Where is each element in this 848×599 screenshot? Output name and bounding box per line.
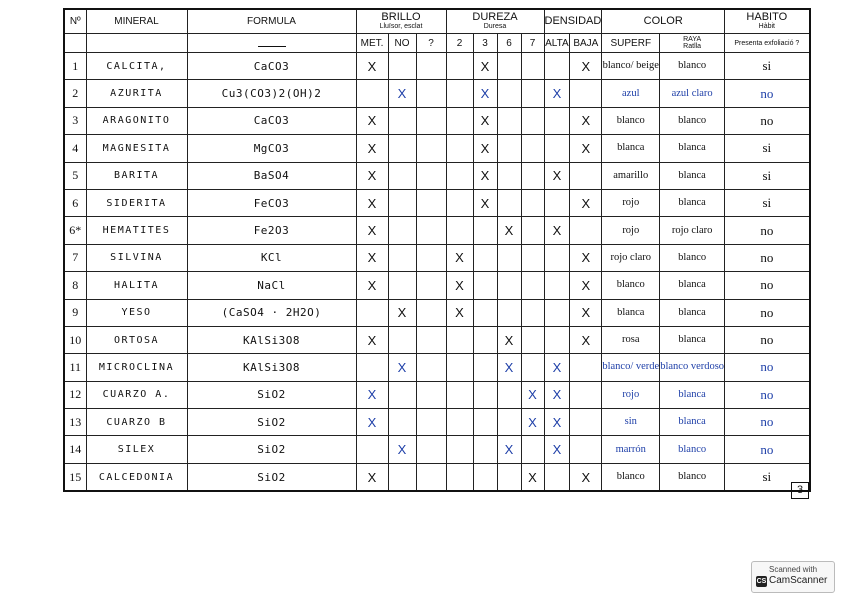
row-number-cell: 15 <box>64 463 86 491</box>
brillo-q-cell <box>416 244 446 271</box>
brillo-met-cell: X <box>356 463 388 491</box>
formula-cell: SiO2 <box>187 463 356 491</box>
scanner-brand: CamScanner <box>769 575 828 586</box>
densidad-baja-cell: X <box>570 463 602 491</box>
mineral-name-cell: ARAGONITO <box>86 107 187 134</box>
subheader-d7: 7 <box>521 34 544 53</box>
header-brillo-sub: Lluïsor, esclat <box>379 23 423 30</box>
brillo-no-cell <box>388 409 416 436</box>
brillo-no-cell <box>388 189 416 216</box>
page-number: 3 <box>791 482 809 499</box>
habito-cell: no <box>725 326 810 353</box>
mineral-name-cell: AZURITA <box>86 80 187 107</box>
mineral-name-cell: CUARZO A. <box>86 381 187 408</box>
header-dureza-sub: Duresa <box>483 23 507 30</box>
densidad-baja-cell <box>570 409 602 436</box>
densidad-baja-cell <box>570 80 602 107</box>
dureza-2-cell: X <box>446 272 473 299</box>
subheader-d2: 2 <box>446 34 473 53</box>
color-superf-cell: azul <box>602 80 660 107</box>
densidad-alta-cell: X <box>544 162 570 189</box>
subheader-presenta: Presenta exfoliació ? <box>725 34 810 53</box>
dureza-7-cell <box>521 80 544 107</box>
dureza-6-cell: X <box>497 326 521 353</box>
subheader-num-blank <box>64 34 86 53</box>
table-row <box>64 299 810 326</box>
brillo-no-cell: X <box>388 354 416 381</box>
brillo-q-cell <box>416 326 446 353</box>
subheader-d6: 6 <box>497 34 521 53</box>
brillo-no-cell: X <box>388 80 416 107</box>
row-number-cell: 7 <box>64 244 86 271</box>
table-row <box>64 217 810 244</box>
table-row <box>64 463 810 491</box>
formula-cell: Fe2O3 <box>187 217 356 244</box>
color-raya-cell: blanca <box>660 272 725 299</box>
dureza-7-cell <box>521 326 544 353</box>
subheader-baja: BAJA <box>570 34 602 53</box>
brillo-no-cell <box>388 381 416 408</box>
header-row-top <box>64 9 810 34</box>
formula-cell: CaCO3 <box>187 107 356 134</box>
brillo-q-cell <box>416 107 446 134</box>
habito-cell: si <box>725 162 810 189</box>
densidad-baja-cell: X <box>570 244 602 271</box>
dureza-7-cell <box>521 135 544 162</box>
formula-cell: SiO2 <box>187 409 356 436</box>
dureza-6-cell <box>497 299 521 326</box>
subheader-raya <box>660 34 725 53</box>
mineral-name-cell: HALITA <box>86 272 187 299</box>
dureza-7-cell <box>521 162 544 189</box>
header-brillo <box>356 9 446 34</box>
dureza-6-cell <box>497 244 521 271</box>
densidad-alta-cell: X <box>544 354 570 381</box>
minerals-table <box>63 8 811 492</box>
color-raya-cell: blanco <box>660 244 725 271</box>
row-number-cell: 11 <box>64 354 86 381</box>
brillo-met-cell <box>356 299 388 326</box>
color-superf-cell: rojo <box>602 217 660 244</box>
densidad-baja-cell: X <box>570 272 602 299</box>
densidad-alta-cell <box>544 463 570 491</box>
formula-cell: KCl <box>187 244 356 271</box>
dureza-3-cell <box>473 381 497 408</box>
dureza-2-cell <box>446 354 473 381</box>
densidad-alta-cell <box>544 326 570 353</box>
minerals-body <box>64 53 810 492</box>
brillo-q-cell <box>416 381 446 408</box>
dureza-7-cell <box>521 354 544 381</box>
table-row <box>64 354 810 381</box>
habito-cell: no <box>725 217 810 244</box>
mineral-name-cell: HEMATITES <box>86 217 187 244</box>
header-brillo-label: BRILLO <box>381 11 421 23</box>
brillo-met-cell: X <box>356 189 388 216</box>
dureza-7-cell <box>521 107 544 134</box>
brillo-q-cell <box>416 409 446 436</box>
dureza-2-cell <box>446 189 473 216</box>
dureza-7-cell: X <box>521 463 544 491</box>
mineral-name-cell: SILVINA <box>86 244 187 271</box>
color-raya-cell: blanca <box>660 189 725 216</box>
color-superf-cell: blanco/ beige <box>602 53 660 80</box>
dureza-7-cell <box>521 53 544 80</box>
dureza-3-cell <box>473 299 497 326</box>
densidad-baja-cell: X <box>570 53 602 80</box>
brillo-met-cell: X <box>356 409 388 436</box>
brillo-met-cell <box>356 354 388 381</box>
mineral-name-cell: MAGNESITA <box>86 135 187 162</box>
formula-cell: Cu3(CO3)2(OH)2 <box>187 80 356 107</box>
habito-cell: no <box>725 436 810 463</box>
scanner-caption: Scanned with <box>768 565 818 574</box>
color-raya-cell: blanca <box>660 409 725 436</box>
table-row <box>64 244 810 271</box>
color-superf-cell: blanco <box>602 272 660 299</box>
habito-cell: si <box>725 53 810 80</box>
dureza-6-cell: X <box>497 354 521 381</box>
dureza-2-cell <box>446 80 473 107</box>
color-raya-cell: azul claro <box>660 80 725 107</box>
row-number-cell: 12 <box>64 381 86 408</box>
dureza-7-cell <box>521 217 544 244</box>
color-superf-cell: blanco/ verde <box>602 354 660 381</box>
color-raya-cell: blanco verdoso <box>660 354 725 381</box>
brillo-q-cell <box>416 217 446 244</box>
densidad-baja-cell <box>570 436 602 463</box>
row-number-cell: 6* <box>64 217 86 244</box>
formula-cell: NaCl <box>187 272 356 299</box>
brillo-q-cell <box>416 189 446 216</box>
brillo-no-cell <box>388 463 416 491</box>
brillo-met-cell: X <box>356 381 388 408</box>
dureza-2-cell <box>446 463 473 491</box>
habito-cell: no <box>725 107 810 134</box>
formula-cell: BaSO4 <box>187 162 356 189</box>
table-row <box>64 436 810 463</box>
row-number-cell: 14 <box>64 436 86 463</box>
densidad-alta-cell: X <box>544 80 570 107</box>
color-raya-cell: blanco <box>660 53 725 80</box>
densidad-alta-cell <box>544 107 570 134</box>
dureza-3-cell <box>473 244 497 271</box>
table-row <box>64 189 810 216</box>
brillo-met-cell <box>356 80 388 107</box>
dureza-6-cell <box>497 381 521 408</box>
dureza-6-cell <box>497 272 521 299</box>
dureza-6-cell <box>497 80 521 107</box>
dureza-3-cell: X <box>473 80 497 107</box>
brillo-no-cell <box>388 217 416 244</box>
dureza-7-cell <box>521 299 544 326</box>
mineral-name-cell: SILEX <box>86 436 187 463</box>
brillo-met-cell <box>356 436 388 463</box>
formula-cell: MgCO3 <box>187 135 356 162</box>
row-number-cell: 10 <box>64 326 86 353</box>
brillo-q-cell <box>416 80 446 107</box>
header-dureza <box>446 9 544 34</box>
dureza-2-cell <box>446 217 473 244</box>
row-number-cell: 6 <box>64 189 86 216</box>
color-raya-cell: blanca <box>660 162 725 189</box>
mineral-name-cell: ORTOSA <box>86 326 187 353</box>
dureza-3-cell: X <box>473 162 497 189</box>
dureza-6-cell <box>497 409 521 436</box>
densidad-baja-cell: X <box>570 299 602 326</box>
brillo-no-cell <box>388 272 416 299</box>
dureza-3-cell: X <box>473 135 497 162</box>
color-superf-cell: blanco <box>602 107 660 134</box>
habito-cell: no <box>725 381 810 408</box>
dureza-3-cell <box>473 409 497 436</box>
header-color-label: COLOR <box>643 15 683 27</box>
row-number-cell: 1 <box>64 53 86 80</box>
subheader-d3: 3 <box>473 34 497 53</box>
color-superf-cell: rojo <box>602 189 660 216</box>
table-row <box>64 53 810 80</box>
dureza-6-cell <box>497 463 521 491</box>
habito-cell: no <box>725 354 810 381</box>
dureza-3-cell <box>473 272 497 299</box>
habito-cell: si <box>725 189 810 216</box>
dureza-6-cell: X <box>497 436 521 463</box>
formula-cell: (CaSO4 · 2H2O) <box>187 299 356 326</box>
dureza-2-cell <box>446 436 473 463</box>
table-row <box>64 381 810 408</box>
table-row <box>64 162 810 189</box>
densidad-baja-cell <box>570 381 602 408</box>
mineral-name-cell: CALCITA, <box>86 53 187 80</box>
subheader-no: NO <box>388 34 416 53</box>
row-number-cell: 4 <box>64 135 86 162</box>
densidad-alta-cell: X <box>544 217 570 244</box>
dureza-3-cell <box>473 354 497 381</box>
color-superf-cell: blanco <box>602 463 660 491</box>
dureza-6-cell: X <box>497 217 521 244</box>
brillo-q-cell <box>416 463 446 491</box>
densidad-baja-cell <box>570 354 602 381</box>
table-row <box>64 107 810 134</box>
table-row <box>64 135 810 162</box>
color-superf-cell: rosa <box>602 326 660 353</box>
header-color <box>602 9 725 34</box>
color-superf-cell: rojo <box>602 381 660 408</box>
header-dureza-label: DUREZA <box>472 11 518 23</box>
color-superf-cell: sin <box>602 409 660 436</box>
habito-cell: no <box>725 299 810 326</box>
camscanner-badge <box>751 561 835 593</box>
dureza-2-cell <box>446 381 473 408</box>
formula-cell: SiO2 <box>187 436 356 463</box>
color-superf-cell: rojo claro <box>602 244 660 271</box>
header-formula: FORMULA <box>187 9 356 34</box>
dureza-2-cell <box>446 53 473 80</box>
brillo-met-cell: X <box>356 272 388 299</box>
camscanner-logo-icon: CS <box>756 578 767 585</box>
mineral-name-cell: SIDERITA <box>86 189 187 216</box>
color-raya-cell: blanco <box>660 463 725 491</box>
dureza-7-cell <box>521 272 544 299</box>
dureza-7-cell: X <box>521 381 544 408</box>
brillo-no-cell <box>388 107 416 134</box>
mineral-name-cell: CUARZO B <box>86 409 187 436</box>
dureza-2-cell <box>446 409 473 436</box>
formula-cell: KAlSi3O8 <box>187 354 356 381</box>
color-raya-cell: blanca <box>660 326 725 353</box>
dureza-6-cell <box>497 107 521 134</box>
dureza-7-cell <box>521 436 544 463</box>
brillo-no-cell: X <box>388 436 416 463</box>
habito-cell: no <box>725 244 810 271</box>
brillo-no-cell <box>388 162 416 189</box>
subheader-met: MET. <box>356 34 388 53</box>
dureza-7-cell <box>521 244 544 271</box>
brillo-no-cell <box>388 53 416 80</box>
brillo-q-cell <box>416 354 446 381</box>
color-raya-cell: blanca <box>660 381 725 408</box>
color-superf-cell: blanca <box>602 135 660 162</box>
brillo-met-cell: X <box>356 326 388 353</box>
formula-dash <box>258 36 286 47</box>
header-densidad-label: DENSIDAD <box>544 15 602 27</box>
brillo-q-cell <box>416 436 446 463</box>
row-number-cell: 8 <box>64 272 86 299</box>
color-superf-cell: blanca <box>602 299 660 326</box>
formula-cell: SiO2 <box>187 381 356 408</box>
densidad-alta-cell: X <box>544 381 570 408</box>
header-habito <box>725 9 810 34</box>
densidad-alta-cell <box>544 244 570 271</box>
brillo-no-cell: X <box>388 299 416 326</box>
densidad-alta-cell <box>544 299 570 326</box>
formula-cell: KAlSi3O8 <box>187 326 356 353</box>
densidad-alta-cell <box>544 53 570 80</box>
color-superf-cell: marrón <box>602 436 660 463</box>
brillo-q-cell <box>416 162 446 189</box>
mineral-name-cell: MICROCLINA <box>86 354 187 381</box>
mineral-name-cell: BARITA <box>86 162 187 189</box>
dureza-3-cell <box>473 436 497 463</box>
color-raya-cell: blanca <box>660 299 725 326</box>
dureza-2-cell: X <box>446 299 473 326</box>
subheader-raya-sub: Ratlla <box>683 43 702 50</box>
densidad-alta-cell: X <box>544 409 570 436</box>
habito-cell: no <box>725 409 810 436</box>
dureza-3-cell <box>473 463 497 491</box>
header-row-sub <box>64 34 810 53</box>
brillo-met-cell: X <box>356 107 388 134</box>
dureza-7-cell <box>521 189 544 216</box>
dureza-3-cell: X <box>473 53 497 80</box>
row-number-cell: 13 <box>64 409 86 436</box>
densidad-baja-cell: X <box>570 189 602 216</box>
densidad-baja-cell: X <box>570 107 602 134</box>
densidad-alta-cell <box>544 135 570 162</box>
subheader-q: ? <box>416 34 446 53</box>
dureza-3-cell <box>473 326 497 353</box>
row-number-cell: 5 <box>64 162 86 189</box>
densidad-baja-cell: X <box>570 135 602 162</box>
table-row <box>64 80 810 107</box>
densidad-alta-cell <box>544 189 570 216</box>
mineral-name-cell: CALCEDONIA <box>86 463 187 491</box>
brillo-q-cell <box>416 135 446 162</box>
subheader-raya-label: RAYA <box>683 36 702 43</box>
color-raya-cell: blanco <box>660 436 725 463</box>
formula-cell: FeCO3 <box>187 189 356 216</box>
table-row <box>64 409 810 436</box>
subheader-mineral-blank <box>86 34 187 53</box>
color-raya-cell: blanca <box>660 135 725 162</box>
brillo-q-cell <box>416 299 446 326</box>
densidad-baja-cell <box>570 217 602 244</box>
brillo-q-cell <box>416 53 446 80</box>
mineral-name-cell: YESO <box>86 299 187 326</box>
brillo-no-cell <box>388 135 416 162</box>
table-row <box>64 326 810 353</box>
header-mineral: MINERAL <box>86 9 187 34</box>
color-raya-cell: blanco <box>660 107 725 134</box>
dureza-2-cell <box>446 326 473 353</box>
brillo-q-cell <box>416 272 446 299</box>
brillo-met-cell: X <box>356 244 388 271</box>
dureza-2-cell: X <box>446 244 473 271</box>
brillo-met-cell: X <box>356 53 388 80</box>
color-raya-cell: rojo claro <box>660 217 725 244</box>
dureza-2-cell <box>446 107 473 134</box>
subheader-formula-blank <box>187 34 356 53</box>
dureza-2-cell <box>446 162 473 189</box>
subheader-superf: SUPERF <box>602 34 660 53</box>
table-row <box>64 272 810 299</box>
brillo-no-cell <box>388 244 416 271</box>
densidad-baja-cell: X <box>570 326 602 353</box>
densidad-alta-cell <box>544 272 570 299</box>
densidad-baja-cell <box>570 162 602 189</box>
dureza-6-cell <box>497 135 521 162</box>
dureza-3-cell <box>473 217 497 244</box>
dureza-2-cell <box>446 135 473 162</box>
row-number-cell: 3 <box>64 107 86 134</box>
header-habito-sub: Hàbit <box>758 23 775 30</box>
color-superf-cell: amarillo <box>602 162 660 189</box>
header-num: Nº <box>64 9 86 34</box>
dureza-7-cell: X <box>521 409 544 436</box>
habito-cell: si <box>725 463 810 491</box>
habito-cell: no <box>725 80 810 107</box>
dureza-3-cell: X <box>473 107 497 134</box>
habito-cell: no <box>725 272 810 299</box>
header-habito-label: HABITO <box>746 11 788 23</box>
dureza-6-cell <box>497 189 521 216</box>
row-number-cell: 2 <box>64 80 86 107</box>
brillo-no-cell <box>388 326 416 353</box>
brillo-met-cell: X <box>356 217 388 244</box>
header-densidad <box>544 9 602 34</box>
dureza-3-cell: X <box>473 189 497 216</box>
brillo-met-cell: X <box>356 162 388 189</box>
subheader-alta: ALTA <box>544 34 570 53</box>
formula-cell: CaCO3 <box>187 53 356 80</box>
habito-cell: si <box>725 135 810 162</box>
densidad-alta-cell: X <box>544 436 570 463</box>
brillo-met-cell: X <box>356 135 388 162</box>
dureza-6-cell <box>497 162 521 189</box>
row-number-cell: 9 <box>64 299 86 326</box>
dureza-6-cell <box>497 53 521 80</box>
